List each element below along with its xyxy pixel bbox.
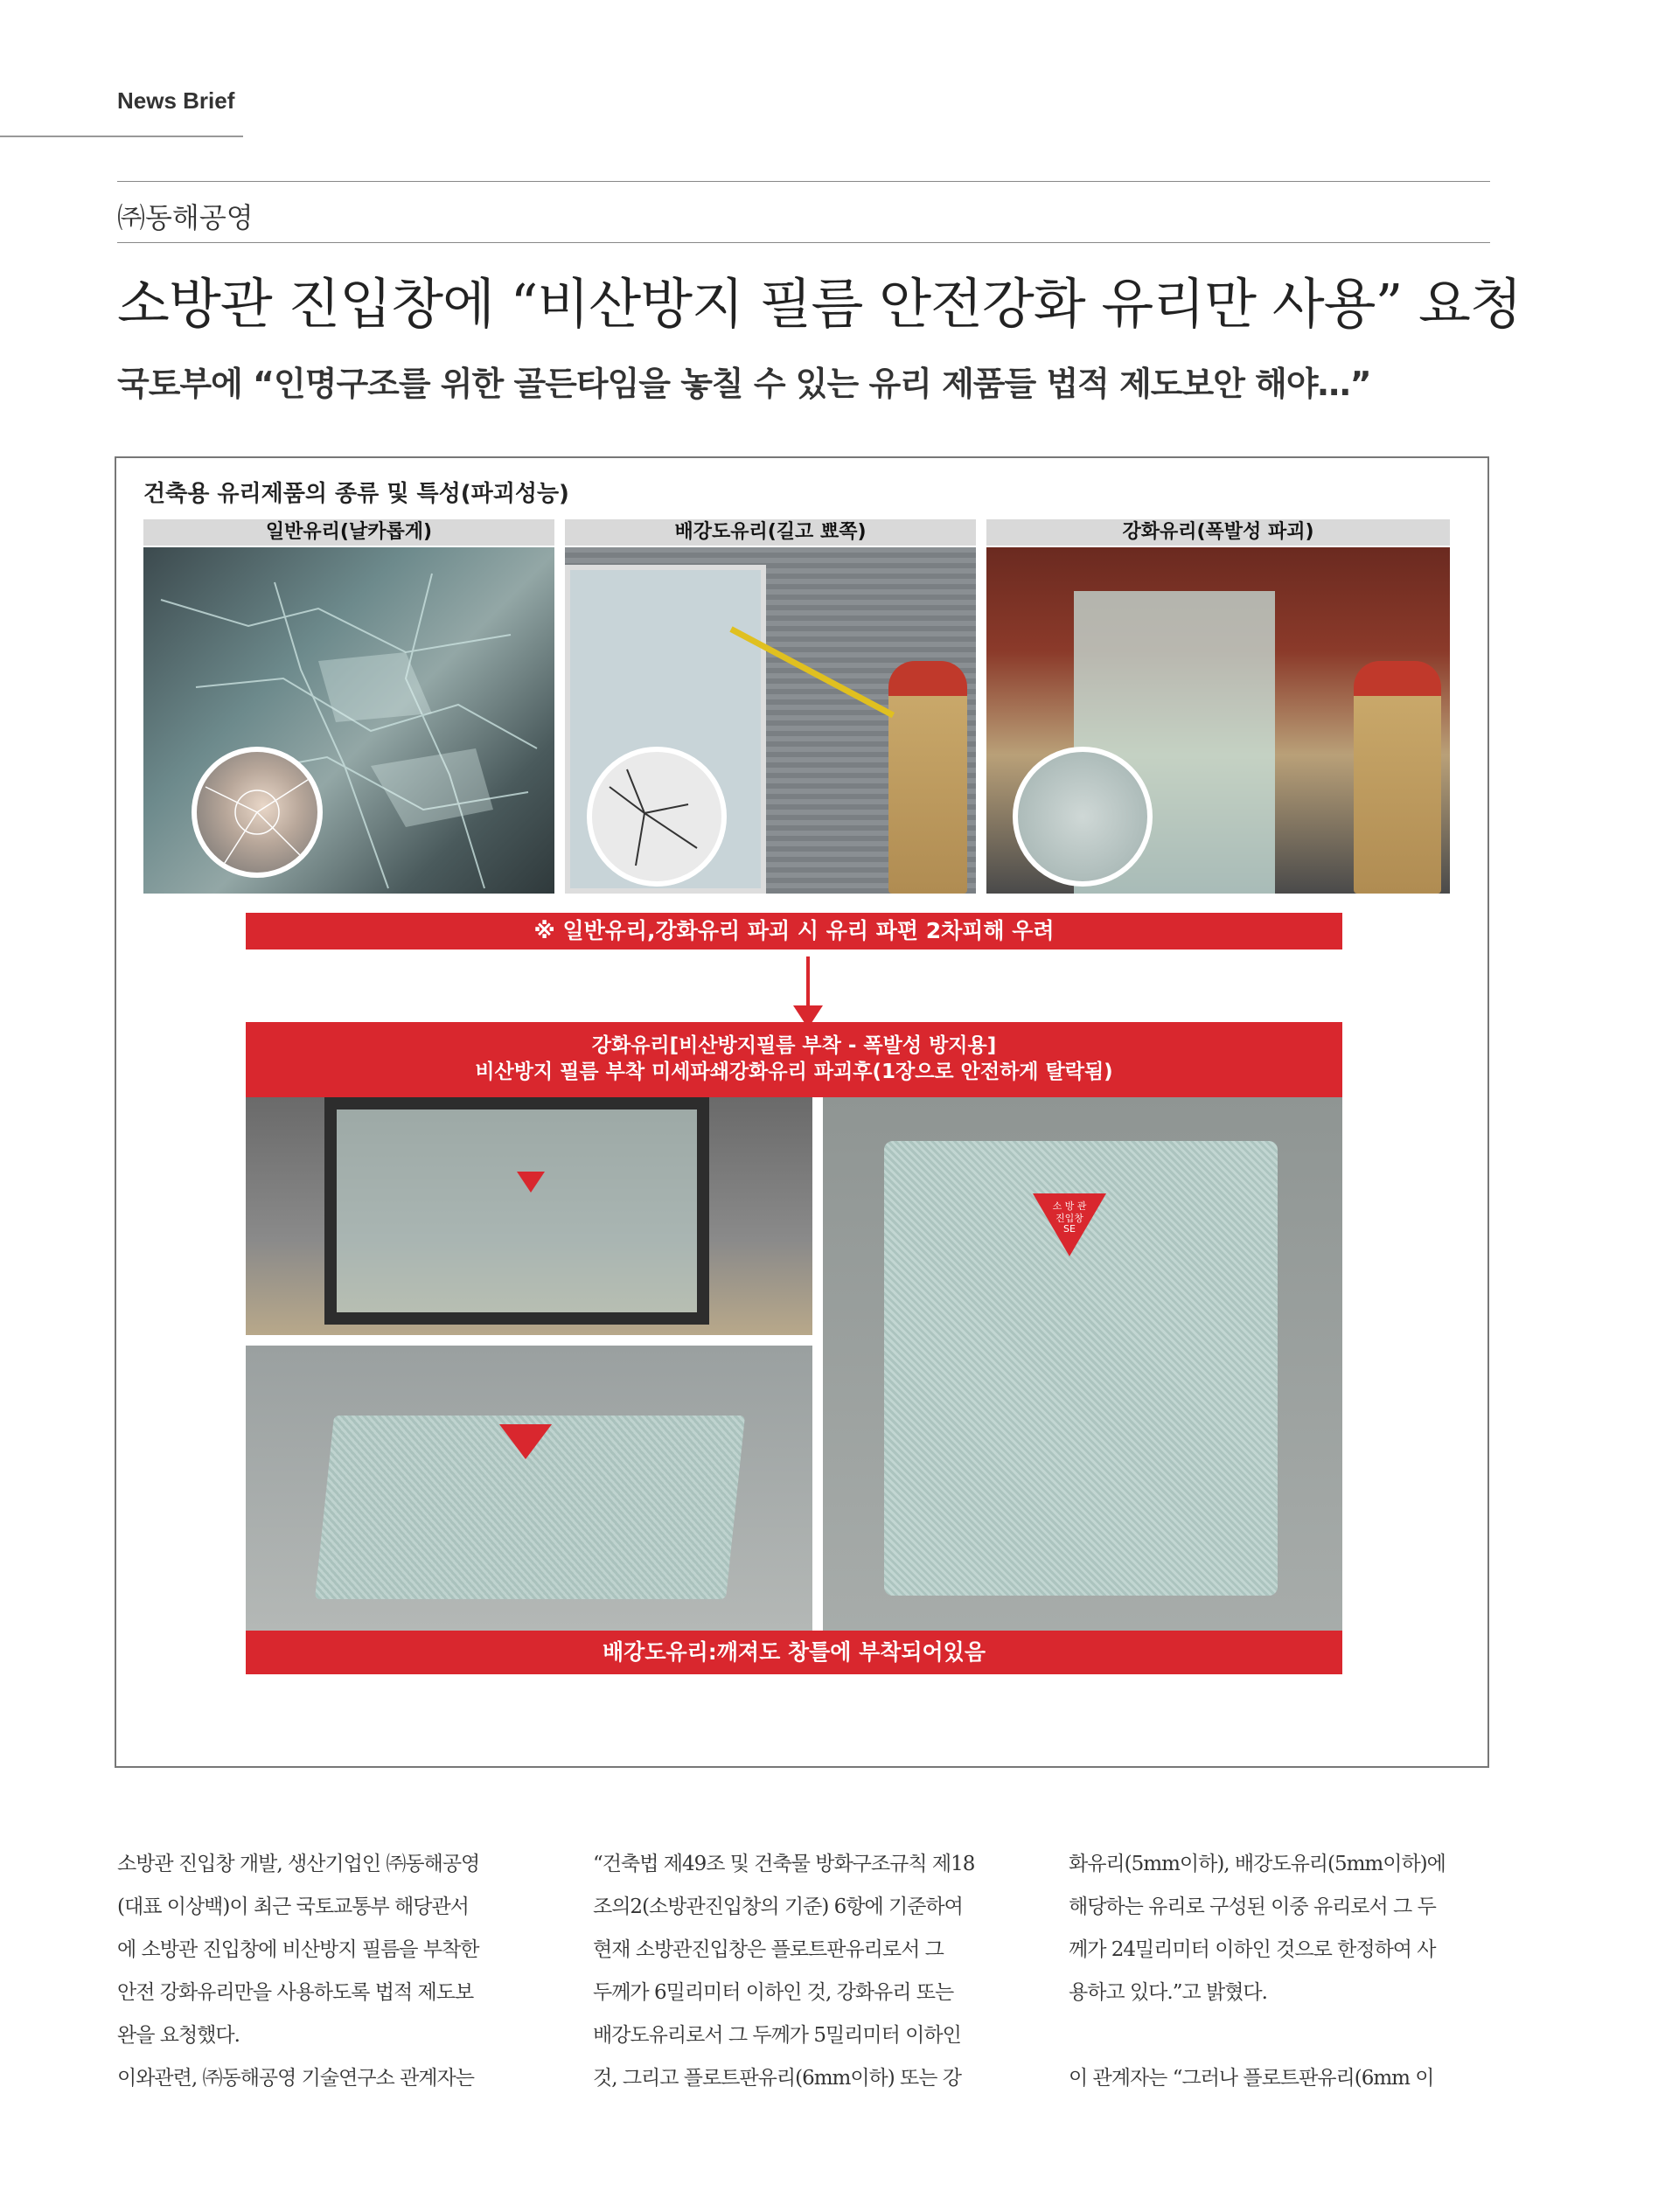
sign-line-1: 소 방 관 [1052,1200,1087,1212]
body-line: “건축법 제49조 및 건축물 방화구조규칙 제18 [593,1853,975,1875]
firefighter-breaking-glass-photo [565,547,976,894]
sign-line-2: 진입창 [1055,1213,1083,1224]
body-line: 이 관계자는 “그러나 플로트판유리(6mm 이 [1069,2067,1434,2090]
body-line: 이와관련, ㈜동해공영 기술연구소 관계자는 [117,2067,474,2090]
panel-caption-2: 배강도유리(길고 뾰쪽) [565,519,976,546]
company-rule [117,242,1490,243]
film-title-bar [246,1022,1342,1097]
warning-triangle-icon [517,1172,545,1193]
bottom-caption-bar: 배강도유리:깨져도 창틀에 부착되어있음 [246,1631,1342,1674]
firefighter-entry-sign [1033,1193,1106,1256]
firefighter-figure [1354,661,1441,894]
body-line: 것, 그리고 플로트판유리(6mm이하) 또는 강 [593,2067,962,2090]
company-name: ㈜동해공영 [117,201,254,234]
panel-caption-3: 강화유리(폭발성 파괴) [986,519,1450,546]
section-label: News Brief [117,87,235,114]
headline: 소방관 진입창에 “비산방지 필름 안전강화 유리만 사용” 요청 [117,272,1522,336]
sign-line-3: SE [1063,1223,1076,1235]
body-line: 안전 강화유리만을 사용하도록 법적 제도보 [117,1981,474,2004]
figure-box [115,456,1489,1768]
film-title-line-1: 강화유리[비산방지필름 부착 - 폭발성 방지용] [591,1034,997,1057]
firefighter-figure [888,661,967,894]
body-line: 용하고 있다.”고 밝혔다. [1069,1981,1267,2004]
top-rule [117,181,1490,182]
glass-sheet-photo-small [246,1346,812,1631]
detail-circle [1013,747,1153,887]
warning-bar: ※ 일반유리,강화유리 파괴 시 유리 파편 2차피해 우려 [246,913,1342,949]
shattered-glass-photo [143,547,554,894]
subheadline: 국토부에 “인명구조를 위한 골든타임을 놓칠 수 있는 유리 제품들 법적 제도보안 해야…” [117,365,1371,403]
body-line: 소방관 진입창 개발, 생산기업인 ㈜동해공영 [117,1853,480,1875]
window-frame [324,1097,709,1325]
detail-circle [192,747,323,878]
body-line [1069,2014,1488,2057]
glass-sheet-photo-large [823,1097,1342,1631]
body-line: 에 소방관 진입창에 비산방지 필름을 부착한 [117,1938,479,1961]
body-line: 완을 요청했다. [117,2024,240,2047]
body-line: 해당하는 유리로 구성된 이중 유리로서 그 두 [1069,1896,1436,1918]
panel-caption-1: 일반유리(날카롭게) [143,519,554,546]
body-line: 화유리(5mm이하), 배강도유리(5mm이하)에 [1069,1853,1446,1875]
firefighter-breaking-glass-photo [986,547,1450,894]
body-column-2 [593,1843,1013,2100]
detail-circle [587,747,727,887]
body-line: 조의2(소방관진입창의 기준) 6항에 기준하여 [593,1896,963,1918]
figure-title: 건축용 유리제품의 종류 및 특성(파괴성능) [143,481,569,507]
body-line: 두께가 6밀리미터 이하인 것, 강화유리 또는 [593,1981,954,2004]
body-column-1 [117,1843,537,2100]
body-line: 께가 24밀리미터 이하인 것으로 한정하여 사 [1069,1938,1436,1961]
warning-triangle-icon [499,1424,552,1459]
body-line: 현재 소방관진입창은 플로트판유리로서 그 [593,1938,944,1961]
body-line: 배강도유리로서 그 두께가 5밀리미터 이하인 [593,2024,961,2047]
window-frame-photo [246,1097,812,1335]
body-line: (대표 이상백)이 최근 국토교통부 해당관서 [117,1896,469,1918]
film-title-line-2: 비산방지 필름 부착 미세파쇄강화유리 파괴후(1장으로 안전하게 탈락됨) [475,1061,1113,1083]
section-rule [0,136,243,137]
body-column-3 [1069,1843,1488,2100]
